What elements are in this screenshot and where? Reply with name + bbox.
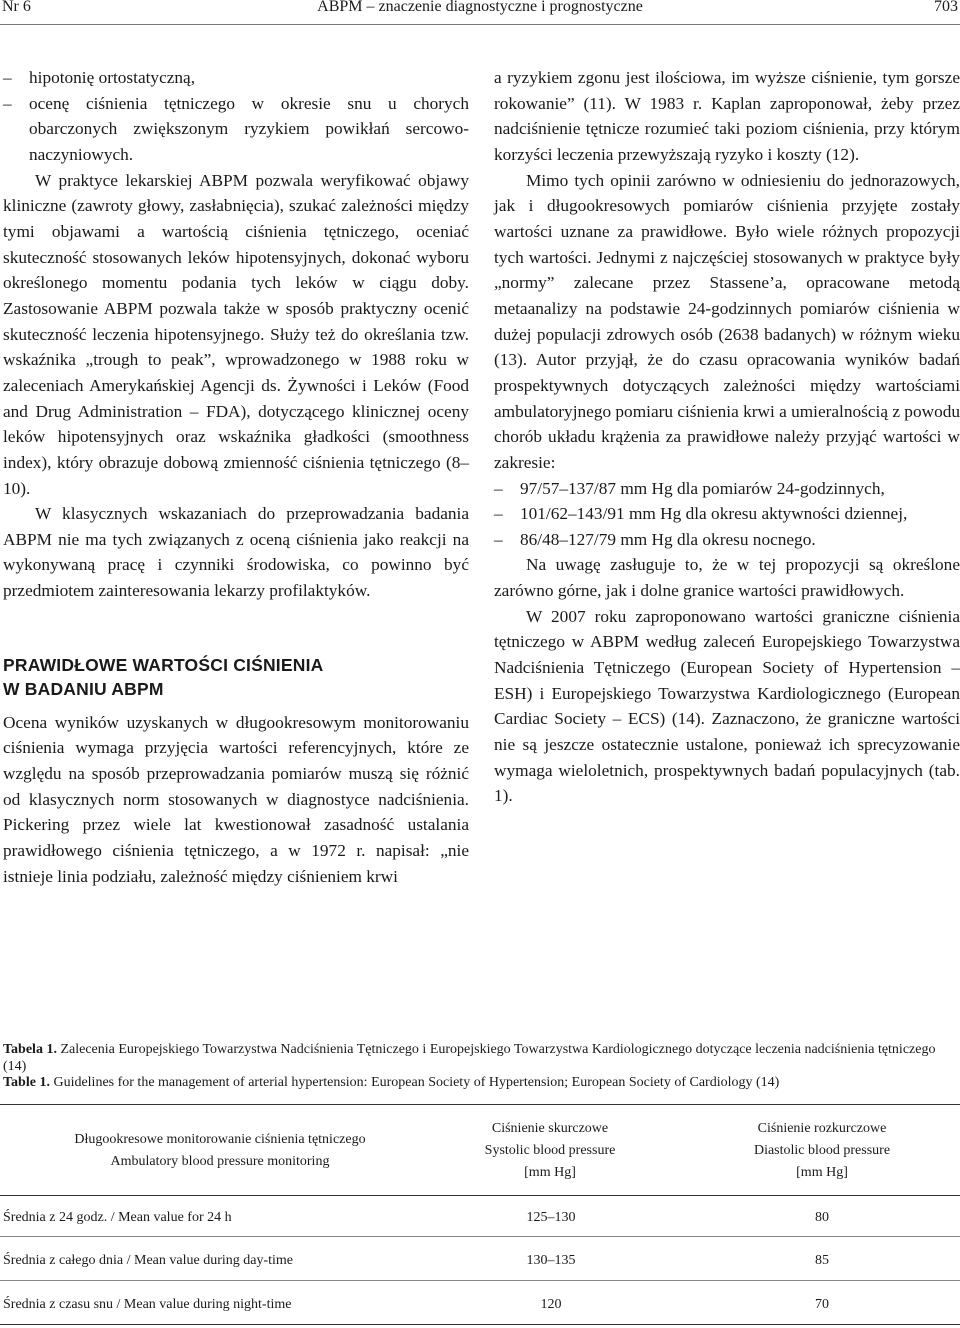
list-item: – ocenę ciśnienia tętniczego w okresie snu u chorych obarczonych zwiększonym ryzykiem powikłań sercowo-naczyniowych. [3,91,469,168]
systolic-value: 120 [540,1297,562,1312]
issue-number: Nr 6 [2,0,31,15]
section-heading-line: PRAWIDŁOWE WARTOŚCI CIŚNIENIA [3,654,324,675]
systolic-value: 125–130 [526,1210,576,1225]
header-line: [mm Hg] [524,1165,576,1180]
running-header [0,0,960,14]
row-label: Średnia z 24 godz. / Mean value for 24 h [3,1210,232,1225]
table-header-cell [722,1118,922,1184]
diastolic-value: 85 [815,1253,829,1268]
paragraph: Na uwagę zasługuje to, że w tej propozycji są określone zarówno górne, jak i dolne granice wartości prawidłowych. [494,555,960,601]
row-label: Średnia z czasu snu / Mean value during night-time [3,1297,292,1312]
header-line: Ciśnienie rozkurczowe [757,1121,887,1136]
running-title: ABPM – znaczenie diagnostyczne i prognostyczne [317,0,643,15]
table-label: Tabela 1. [3,1042,57,1057]
row-label: Średnia z całego dnia / Mean value during day-time [3,1253,294,1268]
table-label: Table 1. [3,1075,50,1090]
row-rule [0,1280,960,1281]
left-column [3,65,469,889]
header-line: Systolic blood pressure [484,1143,616,1158]
header-rule [0,24,960,25]
header-line: Ambulatory blood pressure monitoring [110,1154,330,1169]
table-header-rule [0,1195,960,1196]
table-top-rule [0,1104,960,1105]
diastolic-value: 80 [815,1210,829,1225]
diastolic-value: 70 [815,1297,829,1312]
table-caption-pl [3,1042,958,1075]
header-line: Ciśnienie skurczowe [491,1121,609,1136]
table-caption [3,1042,958,1092]
list-item: – 97/57–137/87 mm Hg dla pomiarów 24-godzinnych, [494,476,960,502]
header-line: Długookresowe monitorowanie ciśnienia tętniczego [74,1132,366,1147]
section-heading-line: W BADANIU ABPM [3,678,164,699]
list-item: – 86/48–127/79 mm Hg dla okresu nocnego. [494,527,960,553]
paragraph: W klasycznych wskazaniach do przeprowadzania badania ABPM nie ma tych związanych z oceną ciśnienia jako reakcji na wykonywaną pracę i czynniki środowiska, co powinno być przedmiotem zainteresowania lekarzy profilaktyków. [3,504,469,601]
table-caption-en [3,1075,958,1092]
right-column [494,65,960,809]
paragraph: Ocena wyników uzyskanych w długookresowym monitorowaniu ciśnienia wymaga przyjęcia wartości referencyjnych, które ze względu na sposób przeprowadzania pomiarów muszą się różnić od klasycznych norm stosowanych w diagnostyce nadciśnienia. Pickering przez wiele lat kwestionował zasadność ustalania prawidłowego ciśnienia tętniczego, a w 1972 r. napisał: „nie istnieje linia podziału, zależność między ciśnieniem krwi [3,712,469,886]
table-caption-text: Zalecenia Europejskiego Towarzystwa Nadciśnienia Tętniczego i Europejskiego Towarzystwa Kardiologicznego dotyczące leczenia nadciśnienia tętniczego (14) [3,1042,936,1074]
paragraph: Mimo tych opinii zarówno w odniesieniu do jednorazowych, jak i długookresowych pomiarów ciśnienia przyjęte zostały wartości uznane za prawidłowe. Było wiele różnych propozycji tych wartości. Jednymi z najczęściej stosowanych w praktyce były „normy” zalecane przez Stassene’a, opracowane metodą metaanalizy na podstawie 24-godzinnych pomiarów ciśnienia w dużej populacji zdrowych osób (2638 badanych) w różnym wieku (13). Autor przyjął, że do czasu opracowania wyników badań prospektywnych dotyczących zależności między wartościami ambulatoryjnego pomiaru ciśnienia krwi a umieralnością z powodu chorób układu krążenia za prawidłowe należy przyjąć wartości w zakresie: [494,170,960,472]
table-header-cell [20,1129,420,1173]
page-number: 703 [934,0,958,15]
paragraph: a ryzykiem zgonu jest ilościowa, im wyższe ciśnienie, tym gorsze rokowanie” (11). W 1983 r. Kaplan zaproponował, żeby przez nadciśnienie tętnicze rozumieć taki poziom ciśnienia, przy którym korzyści leczenia przewyższają ryzyko i koszty (12). [494,68,960,164]
header-line: [mm Hg] [796,1165,848,1180]
row-rule [0,1236,960,1237]
paragraph: W 2007 roku zaproponowano wartości graniczne ciśnienia tętniczego w ABPM według zaleceń Europejskiego Towarzystwa Nadciśnienia Tętniczego (European Society of Hypertension – ESH) i Europejskiego Towarzystwa Kardiologicznego (European Cardiac Society – ECS) (14). Zaznaczono, że graniczne wartości nie są jeszcze ostatecznie ustalone, ponieważ ich sprecyzowanie wymaga wieloletnich, prospektywnych badań populacyjnych (tab. 1). [494,606,960,806]
table-header-cell [450,1118,650,1184]
table-bottom-rule [0,1324,960,1325]
paragraph: W praktyce lekarskiej ABPM pozwala weryfikować objawy kliniczne (zawroty głowy, zasłabnięcia), szukać zależności między tymi objawami a wartością ciśnienia tętniczego, oceniać skuteczność stosowanych leków hipotensyjnych, dokonać wyboru określonego momentu podania tych leków w ciągu doby. Zastosowanie ABPM pozwala także w sposób praktyczny ocenić skuteczność leczenia hipotensyjnego. Służy też do określania tzw. wskaźnika „trough to peak”, wprowadzonego w 1988 roku w zaleceniach Amerykańskiej Agencji ds. Żywności i Leków (Food and Drug Administration – FDA), dotyczącego klinicznej oceny leków hipotensyjnych oraz wskaźnika gładkości (smoothness index), który obrazuje dobową zmienność ciśnienia tętniczego (8–10). [3,170,469,498]
list-item: – hipotonię ortostatyczną, [3,65,469,91]
section-heading [3,653,469,701]
table-caption-text: Guidelines for the management of arterial hypertension: European Society of Hypertension; European Society of Cardiology (14) [53,1075,780,1090]
list-item: – 101/62–143/91 mm Hg dla okresu aktywności dziennej, [494,501,960,527]
systolic-value: 130–135 [526,1253,576,1268]
header-line: Diastolic blood pressure [753,1143,891,1158]
